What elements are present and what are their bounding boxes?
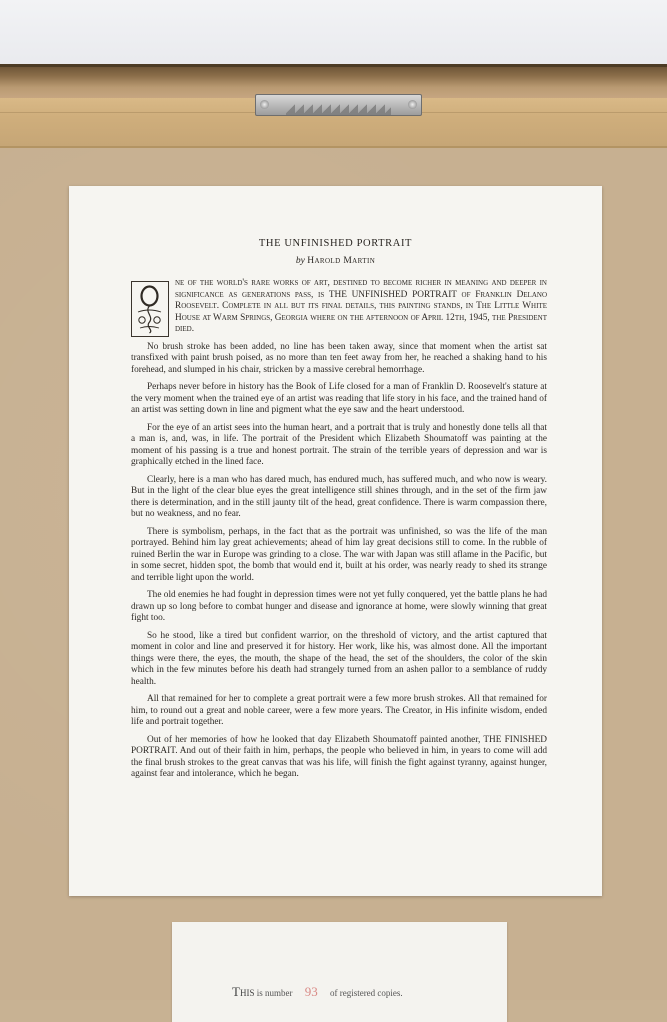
copy-number: 93 [304, 984, 318, 999]
first-paragraph-text: ne of the world's rare works of art, destined to become richer in meaning and deeper in significance as generations pass, is THE UNFINISHED PORTRAIT of Franklin Delano Roosevelt. Complete in all but its final details, this painting stands, in The Little White House at Warm Springs, Georgia where on the afternoon of April 12th, 1945, the President died. [175, 278, 547, 334]
paragraph-6: There is symbolism, perhaps, in the fact that as the portrait was unfinished, so was the life of the man portrayed. Behind him lay great achievements; ahead of him lay great decisions still to come. In the rubble of ruined Berlin the war in Europe was grinding to a close. The war with Japan was still aflame in the Pacific, but in some secret, hidden spot, the bomb that would end it, built at his order, was nearly ready to shed its strange and terrible light upon the world. [131, 526, 547, 583]
card-prefix: This [232, 984, 255, 999]
article-body [131, 278, 547, 787]
wall-background [0, 0, 667, 68]
paragraph-9: All that remained for her to complete a great portrait were a few more brush strokes. All that remained for him, to round out a great and noble career, were a few more years. The Creator, in His infinite wisdom, ended life and portrait together. [131, 694, 547, 727]
ornamental-dropcap-icon [131, 281, 169, 337]
byline-prefix: by [295, 256, 305, 266]
page-title: THE UNFINISHED PORTRAIT [258, 238, 413, 249]
paragraph-4: For the eye of an artist sees into the human heart, and a portrait that is truly and honestly done tells all that a man is, and, was, in life. The portrait of the President which Elizabeth Shoumatoff was painting at the moment of his passing is a true and honest portrait. The strain of the terrible years of depression and war is graphically etched in the lined face. [131, 422, 547, 467]
paragraph-3: Perhaps never before in history has the Book of Life closed for a man of Franklin D. Roosevelt's stature at the very moment when the trained eye of an artist was reading that life story in his face, and the trained hand of an artist was setting down in line and pigment what the eye saw and the heart understood. [131, 382, 547, 415]
registration-line [232, 984, 403, 1000]
paragraph-7: The old enemies he had fought in depression times were not yet fully conquered, yet the battle plans he had drawn up so long before to combat hunger and disease and ignorance at home, were slowly winning that great fight too. [131, 590, 547, 623]
paragraph-8: So he stood, like a tired but confident warrior, on the threshold of victory, and the artist captured that moment in color and line and preserved it for history. Her work, like his, was almost done. All the important things were there, the eyes, the mouth, the shape of the head, the set of the shoulders, the color of the skin which in the few minutes before his death had strangely turned from an ashen pallor to a semblance of ruddy health. [131, 630, 547, 687]
nail-icon [408, 100, 417, 109]
byline [69, 256, 602, 266]
nail-icon [260, 100, 269, 109]
paragraph-2: No brush stroke has been added, no line has been taken away, since that moment when the artist sat transfixed with paint brush poised, as no more than ten feet away from her, he reached a shaking hand to his forehead, and slumped in his chair, stricken by a massive cerebral hemorrhage. [131, 341, 547, 375]
hanger-teeth [286, 103, 391, 115]
first-paragraph [131, 278, 547, 336]
document-sheet [69, 186, 602, 896]
card-middle: is number [256, 988, 293, 998]
paragraph-5: Clearly, here is a man who has dared much, has endured much, has suffered much, and who now is weary. But in the light of the clear blue eyes the great intelligence still shines through, and in the set of the firm jaw there is determination, and in the still jaunty tilt of the head, great confidence. There is warm compassion there, but no weakness, and no fear. [131, 474, 547, 519]
registration-card [172, 922, 507, 1022]
paragraph-10: Out of her memories of how he looked that day Elizabeth Shoumatoff painted another, THE FINISHED PORTRAIT. And out of their faith in him, perhaps, the people who believed in him, in years to come will add the final brush strokes to the great canvas that was his life, will finish the fight against tyranny, against hunger, against fear and intolerance, which he began. [131, 734, 547, 779]
sawtooth-hanger-icon [255, 94, 422, 116]
card-suffix: of registered copies. [329, 988, 403, 998]
author-name: Harold Martin [307, 256, 376, 266]
